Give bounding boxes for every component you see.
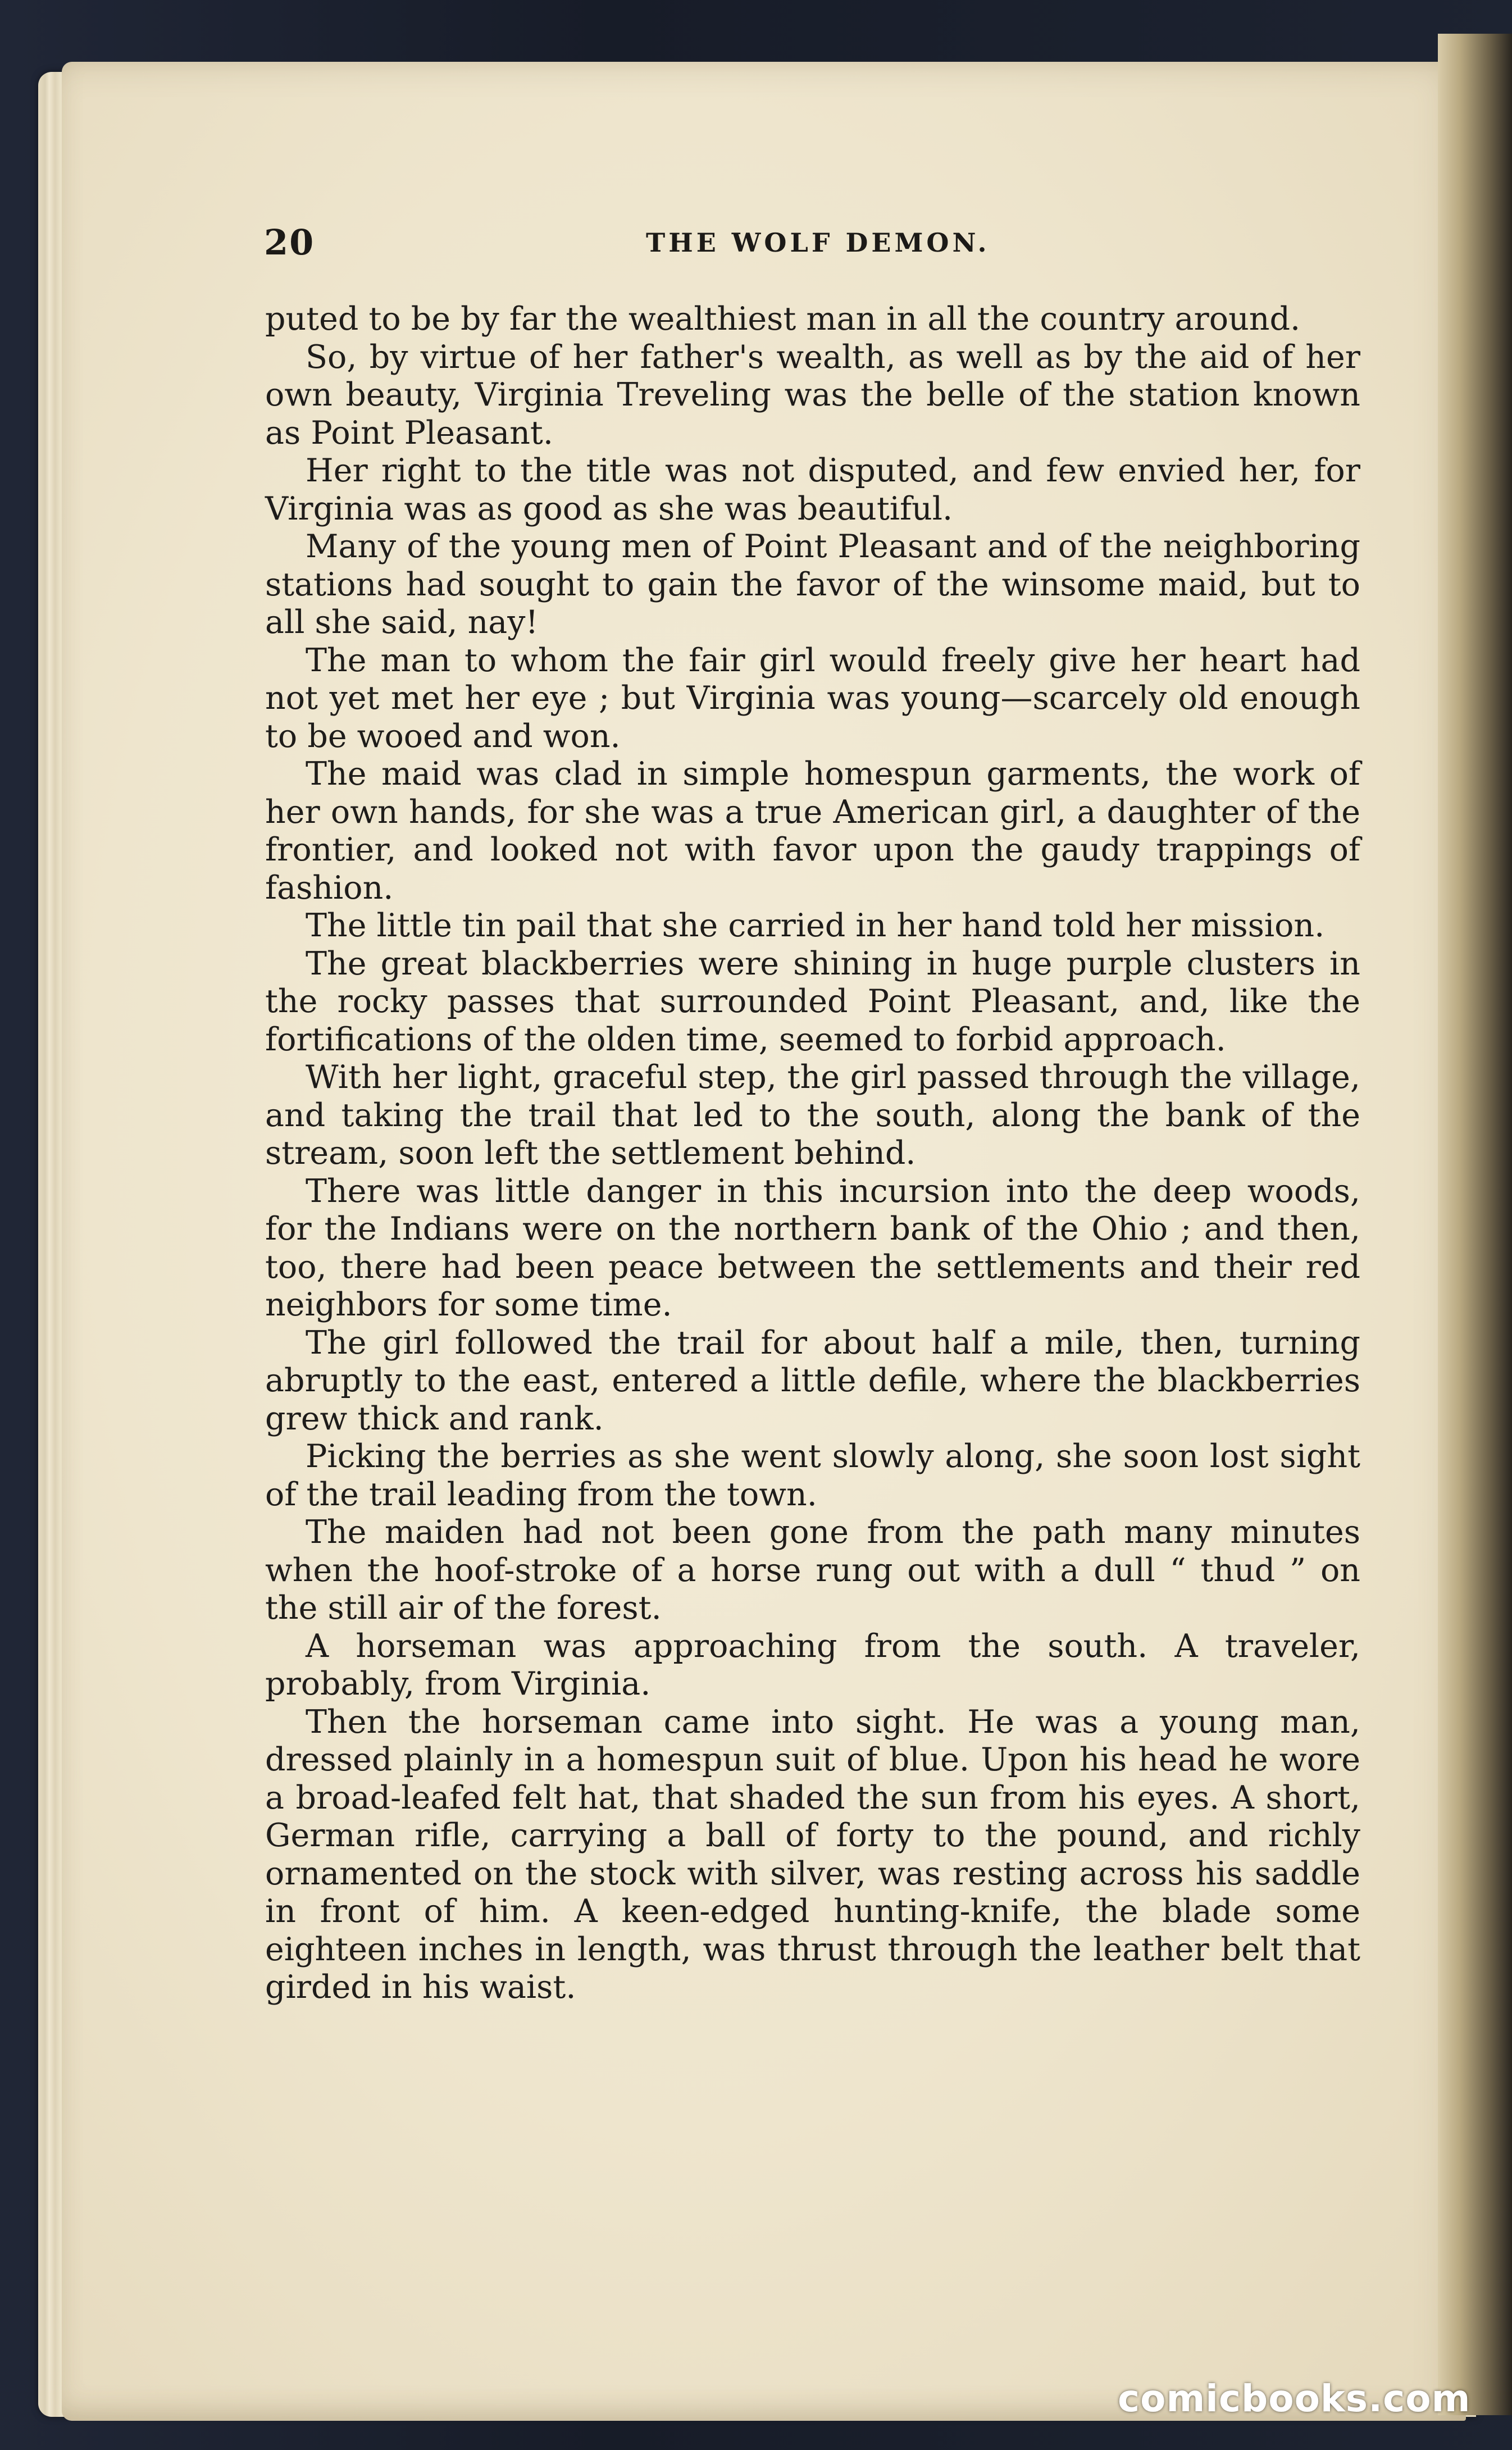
body-text — [265, 300, 1360, 2007]
book-title: THE WOLF DEMON. — [646, 227, 990, 258]
paragraph-2: So, by virtue of her father's wealth, as well as by the aid of her own beauty, Virginia Treveling was the belle of the station known as Point Pleasant. — [265, 338, 1360, 452]
paragraph-7: The little tin pail that she carried in her hand told her mission. — [306, 907, 1325, 944]
page-number: 20 — [264, 222, 315, 263]
paragraph-1: puted to be by far the wealthiest man in all the country around. — [265, 300, 1301, 338]
paragraph-6: The maid was clad in simple homespun garments, the work of her own hands, for she was a true American girl, a daughter of the frontier, and looked not with favor upon the gaudy trappings of fashion. — [265, 755, 1360, 907]
paragraph-4: Many of the young men of Point Pleasant and of the neighboring stations had sought to gain the favor of the winsome maid, but to all she said, nay! — [265, 528, 1360, 641]
book-gutter — [1438, 34, 1512, 2415]
running-head — [264, 222, 1359, 267]
paragraph-11: The girl followed the trail for about half a mile, then, turning abruptly to the east, entered a little defile, where the blackberries grew thick and rank. — [265, 1324, 1360, 1437]
paragraph-15: Then the horseman came into sight. He was a young man, dressed plainly in a homespun suit of blue. Upon his head he wore a broad-leafed felt hat, that shaded the sun from his eyes. A short, German rifle, carrying a ball of forty to the pound, and richly ornamented on the stock with silver, was resting across his saddle in front of him. A keen-edged hunting-knife, the blade some eighteen inches in length, was thrust through the leather belt that girded in his waist. — [265, 1703, 1360, 2006]
paragraph-8: The great blackberries were shining in huge purple clusters in the rocky passes that surrounded Point Pleasant, and, like the fortifications of the olden time, seemed to forbid approach. — [265, 945, 1360, 1058]
paragraph-14: A horseman was approaching from the south. A traveler, probably, from Virginia. — [265, 1627, 1360, 1702]
site-watermark: comicbooks.com — [1118, 2377, 1471, 2420]
paragraph-3: Her right to the title was not disputed, and few envied her, for Virginia was as good as she was beautiful. — [265, 452, 1360, 527]
paragraph-5: The man to whom the fair girl would freely give her heart had not yet met her eye ; but Virginia was young—scarcely old enough to be wooed and won. — [265, 641, 1360, 755]
paragraph-12: Picking the berries as she went slowly along, she soon lost sight of the trail leading from the town. — [265, 1438, 1360, 1513]
paragraph-13: The maiden had not been gone from the path many minutes when the hoof-stroke of a horse rung out with a dull “ thud ” on the still air of the forest. — [265, 1514, 1360, 1627]
paragraph-9: With her light, graceful step, the girl passed through the village, and taking the trail that led to the south, along the bank of the stream, soon left the settlement behind. — [265, 1059, 1360, 1172]
paragraph-10: There was little danger in this incursion into the deep woods, for the Indians were on the northern bank of the Ohio ; and then, too, there had been peace between the settlements and their red neighbors for some time. — [265, 1172, 1360, 1323]
